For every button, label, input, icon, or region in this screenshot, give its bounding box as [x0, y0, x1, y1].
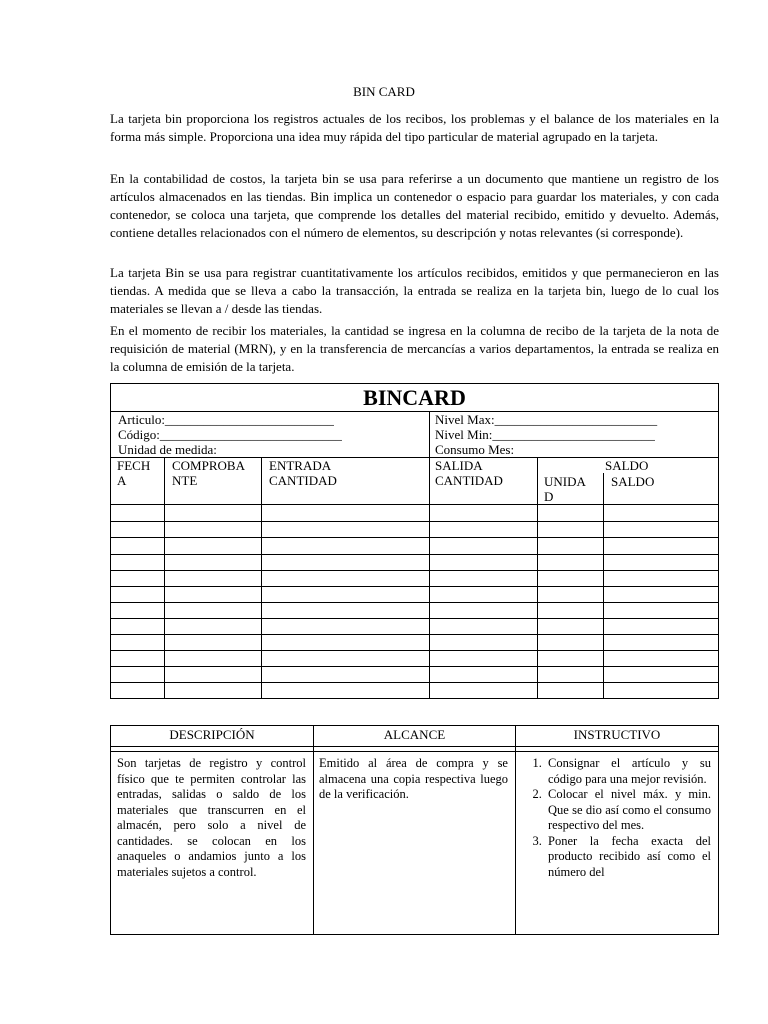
- table-row-line: [111, 586, 718, 587]
- col-header-saldo-group: SALDO: [605, 458, 649, 473]
- header-instructivo: INSTRUCTIVO: [573, 727, 661, 742]
- table-row-line: [111, 504, 718, 505]
- bincard-heading: BINCARD: [111, 384, 718, 412]
- instructivo-list: [521, 756, 711, 880]
- bincard-info-right: Nivel Max:_________________________ Nivel Min:_________________________ Consumo Mes:: [435, 412, 658, 457]
- cell-alcance: Emitido al área de compra y se almacena una copia respectiva luego de la verificación.: [319, 756, 508, 801]
- grid-line: [164, 457, 165, 698]
- header-divider: [111, 746, 718, 747]
- paragraph-2: En la contabilidad de costos, la tarjeta bin se usa para referirse a un documento que mantiene un registro de los artículos almacenados en las tiendas. Bin implica un contenedor o espacio para guardar los materiales, y con cada contenedor, se coloca una tarjeta, que comprende los detalles del material recibido, emitido y devuelto. Además, contiene detalles relacionados con el número de elementos, su descripción y notas relevantes (si corresponde).: [110, 171, 719, 240]
- column-divider: [313, 726, 314, 934]
- description-table: [110, 725, 719, 935]
- column-divider: [515, 726, 516, 934]
- grid-line: [537, 457, 538, 473]
- bincard-info: [111, 412, 718, 458]
- list-item: 3. Poner la fecha exacta del producto recibido así como el número del: [545, 834, 711, 881]
- bincard-info-left: Articulo:__________________________ Código:____________________________ Unidad de medida:: [118, 412, 342, 457]
- cell-descripcion: Son tarjetas de registro y control físico que te permiten controlar las entradas, salidas o saldo de los materiales que transcurren en el almacén, pero solo a nivel de cantidades. se colocan en los anaqueles o andamios junto a los materiales sujetos a control.: [117, 756, 306, 879]
- grid-line: [429, 457, 430, 698]
- header-descripcion: DESCRIPCIÓN: [169, 727, 255, 742]
- list-item: 1. Consignar el artículo y su código para una mejor revisión.: [545, 756, 711, 787]
- table-row-line: [111, 537, 718, 538]
- document-title: BIN CARD: [353, 84, 415, 99]
- table-row-line: [111, 554, 718, 555]
- table-row-line: [111, 650, 718, 651]
- header-divider: [111, 751, 718, 752]
- bincard-form: [110, 383, 719, 699]
- table-row-line: [111, 666, 718, 667]
- header-alcance: ALCANCE: [383, 727, 446, 742]
- table-row-line: [111, 682, 718, 683]
- col-header-fecha: FECH A: [117, 458, 151, 488]
- col-header-saldo: SALDO: [611, 474, 655, 489]
- table-row-line: [111, 521, 718, 522]
- table-row-line: [111, 602, 718, 603]
- table-row-line: [111, 618, 718, 619]
- paragraph-4: En el momento de recibir los materiales, la cantidad se ingresa en la columna de recibo de la tarjeta de la nota de requisición de material (MRN), y en la transferencia de mercancías a varios departamentos, la entrada se realiza en la columna de emisión de la tarjeta.: [110, 323, 719, 374]
- table-row-line: [111, 634, 718, 635]
- col-header-unidad: UNIDA D: [544, 474, 586, 504]
- col-header-comprobante: COMPROBA NTE: [172, 458, 245, 488]
- col-header-salida: SALIDA CANTIDAD: [435, 458, 503, 488]
- table-row-line: [111, 570, 718, 571]
- col-header-entrada: ENTRADA CANTIDAD: [269, 458, 337, 488]
- paragraph-3: La tarjeta Bin se usa para registrar cuantitativamente los artículos recibidos, emitidos y que permanecieron en las tiendas. A medida que se lleva a cabo la transacción, la entrada se realiza en la tarjeta bin, luego de lo cual los materiales se llevan a / desde las tiendas.: [110, 265, 719, 316]
- cell-instructivo: [521, 756, 711, 932]
- paragraph-1: La tarjeta bin proporciona los registros actuales de los recibos, los problemas y el balance de los materiales en la forma más simple. Proporciona una idea muy rápida del tipo particular de material agrupado en la tarjeta.: [110, 111, 719, 144]
- grid-line: [261, 457, 262, 698]
- list-item: 2. Colocar el nivel máx. y min. Que se dio así como el consumo respectivo del mes.: [545, 787, 711, 834]
- info-divider: [429, 412, 430, 457]
